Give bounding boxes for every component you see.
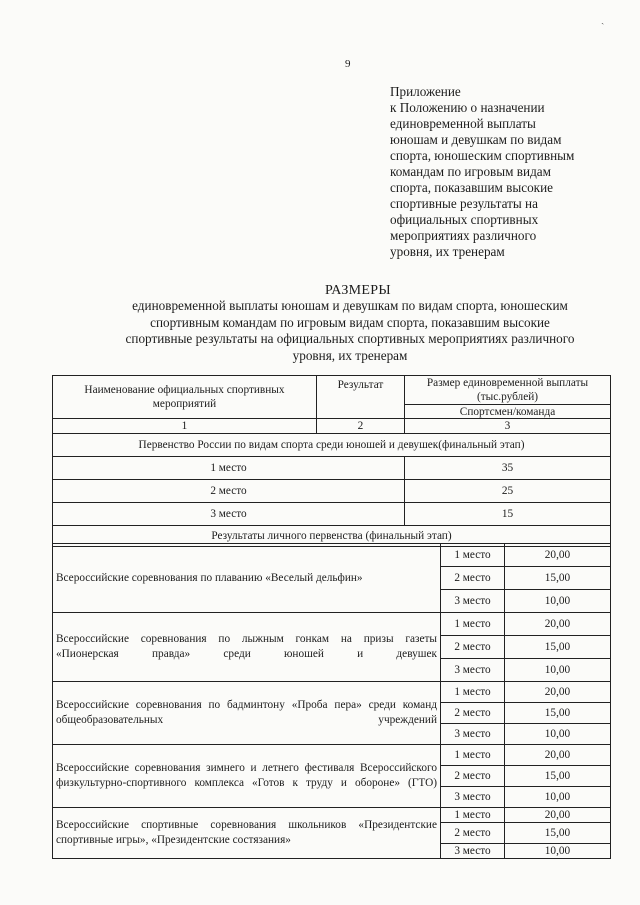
column-number: 3 (405, 419, 611, 434)
appendix-line: официальных спортивных (390, 212, 539, 227)
amount-cell: 15 (405, 503, 611, 526)
event-name: Всероссийские соревнования по бадминтону «Проба пера» среди команд общеобразовательных учреждений (53, 682, 441, 745)
place-cell: 2 место (441, 703, 505, 724)
header-event-name: Наименование официальных спортивных мероприятий (53, 376, 317, 419)
column-numbers-row (53, 419, 611, 434)
corner-mark: ˎ (601, 14, 605, 25)
section-title: Результаты личного первенства (финальный этап) (53, 526, 611, 547)
place-cell: 3 место (53, 503, 405, 526)
appendix-line: спорта, юношеским спортивным (390, 148, 575, 163)
appendix-line: единовременной выплаты (390, 116, 536, 131)
amount-cell: 20,00 (505, 544, 611, 567)
event-name: Всероссийские соревнования по лыжным гонкам на призы газеты «Пионерская правда» среди юношей и девушек (53, 613, 441, 682)
place-cell: 1 место (53, 457, 405, 480)
section-title: Первенство России по видам спорта среди юношей и девушек(финальный этап) (53, 434, 611, 457)
appendix-line: к Положению о назначении (390, 100, 545, 115)
appendix-line: Приложение (390, 84, 461, 99)
place-cell: 2 место (53, 480, 405, 503)
appendix-line: юношам и девушкам по видам (390, 132, 562, 147)
place-cell: 1 место (441, 745, 505, 766)
header-payment-size: Размер единовременной выплаты (тыс.рублей) (405, 376, 611, 405)
document-heading: РАЗМЕРЫ (325, 283, 391, 298)
amount-cell: 10,00 (505, 844, 611, 859)
table-row (53, 503, 611, 526)
place-cell: 3 место (441, 787, 505, 808)
subtitle-line: спортивные результаты на официальных спортивных мероприятиях различного (125, 331, 575, 346)
event-name: Всероссийские соревнования зимнего и летнего фестиваля Всероссийского физкультурно-спортивного комплекса «Готов к труду и обороне» (ГТО) (53, 745, 441, 808)
place-cell: 1 место (441, 544, 505, 567)
amount-cell: 15,00 (505, 636, 611, 659)
amount-cell: 20,00 (505, 745, 611, 766)
page-number: 9 (345, 58, 351, 70)
amount-cell: 20,00 (505, 613, 611, 636)
amount-cell: 10,00 (505, 724, 611, 745)
table-row (53, 745, 611, 766)
event-name: Всероссийские соревнования по плаванию «Веселый дельфин» (53, 544, 441, 613)
place-cell: 1 место (441, 682, 505, 703)
amount-cell: 15,00 (505, 766, 611, 787)
table-row (53, 808, 611, 823)
place-cell: 3 место (441, 590, 505, 613)
event-name: Всероссийские спортивные соревнования школьников «Президентские спортивные игры», «Президентские состязания» (53, 808, 441, 859)
amount-cell: 10,00 (505, 590, 611, 613)
amount-cell: 20,00 (505, 808, 611, 823)
place-cell: 2 место (441, 766, 505, 787)
appendix-line: мероприятиях различного (390, 228, 537, 243)
place-cell: 1 место (441, 808, 505, 823)
payments-table (52, 375, 611, 547)
appendix-line: командам по игровым видам (390, 164, 551, 179)
place-cell: 3 место (441, 724, 505, 745)
amount-cell: 10,00 (505, 787, 611, 808)
amount-cell: 35 (405, 457, 611, 480)
amount-cell: 10,00 (505, 659, 611, 682)
appendix-line: спортивные результаты на (390, 196, 538, 211)
section-title-row (53, 434, 611, 457)
appendix-caption (390, 84, 630, 260)
place-cell: 3 место (441, 844, 505, 859)
amount-cell: 15,00 (505, 567, 611, 590)
document-subtitle (90, 298, 610, 364)
table-row (53, 682, 611, 703)
amount-cell: 25 (405, 480, 611, 503)
table-row (53, 480, 611, 503)
subtitle-line: уровня, их тренерам (292, 347, 408, 363)
column-number: 1 (53, 419, 317, 434)
header-athlete-team: Спортсмен/команда (405, 405, 611, 419)
table-row (53, 457, 611, 480)
place-cell: 2 место (441, 823, 505, 844)
column-number: 2 (317, 419, 405, 434)
amount-cell: 15,00 (505, 823, 611, 844)
amount-cell: 15,00 (505, 703, 611, 724)
header-result: Результат (317, 376, 405, 419)
appendix-line: спорта, показавшим высокие (390, 180, 554, 195)
amount-cell: 20,00 (505, 682, 611, 703)
appendix-line: уровня, их тренерам (390, 244, 505, 259)
events-table (52, 543, 611, 859)
table-row (53, 613, 611, 636)
place-cell: 3 место (441, 659, 505, 682)
table-row (53, 544, 611, 567)
place-cell: 2 место (441, 636, 505, 659)
table-header-row (53, 376, 611, 405)
place-cell: 2 место (441, 567, 505, 590)
subtitle-line: единовременной выплаты юношам и девушкам по видам спорта, юношеским (132, 298, 568, 313)
place-cell: 1 место (441, 613, 505, 636)
subtitle-line: спортивным командам по игровым видам спорта, показавшим высокие (150, 314, 550, 330)
